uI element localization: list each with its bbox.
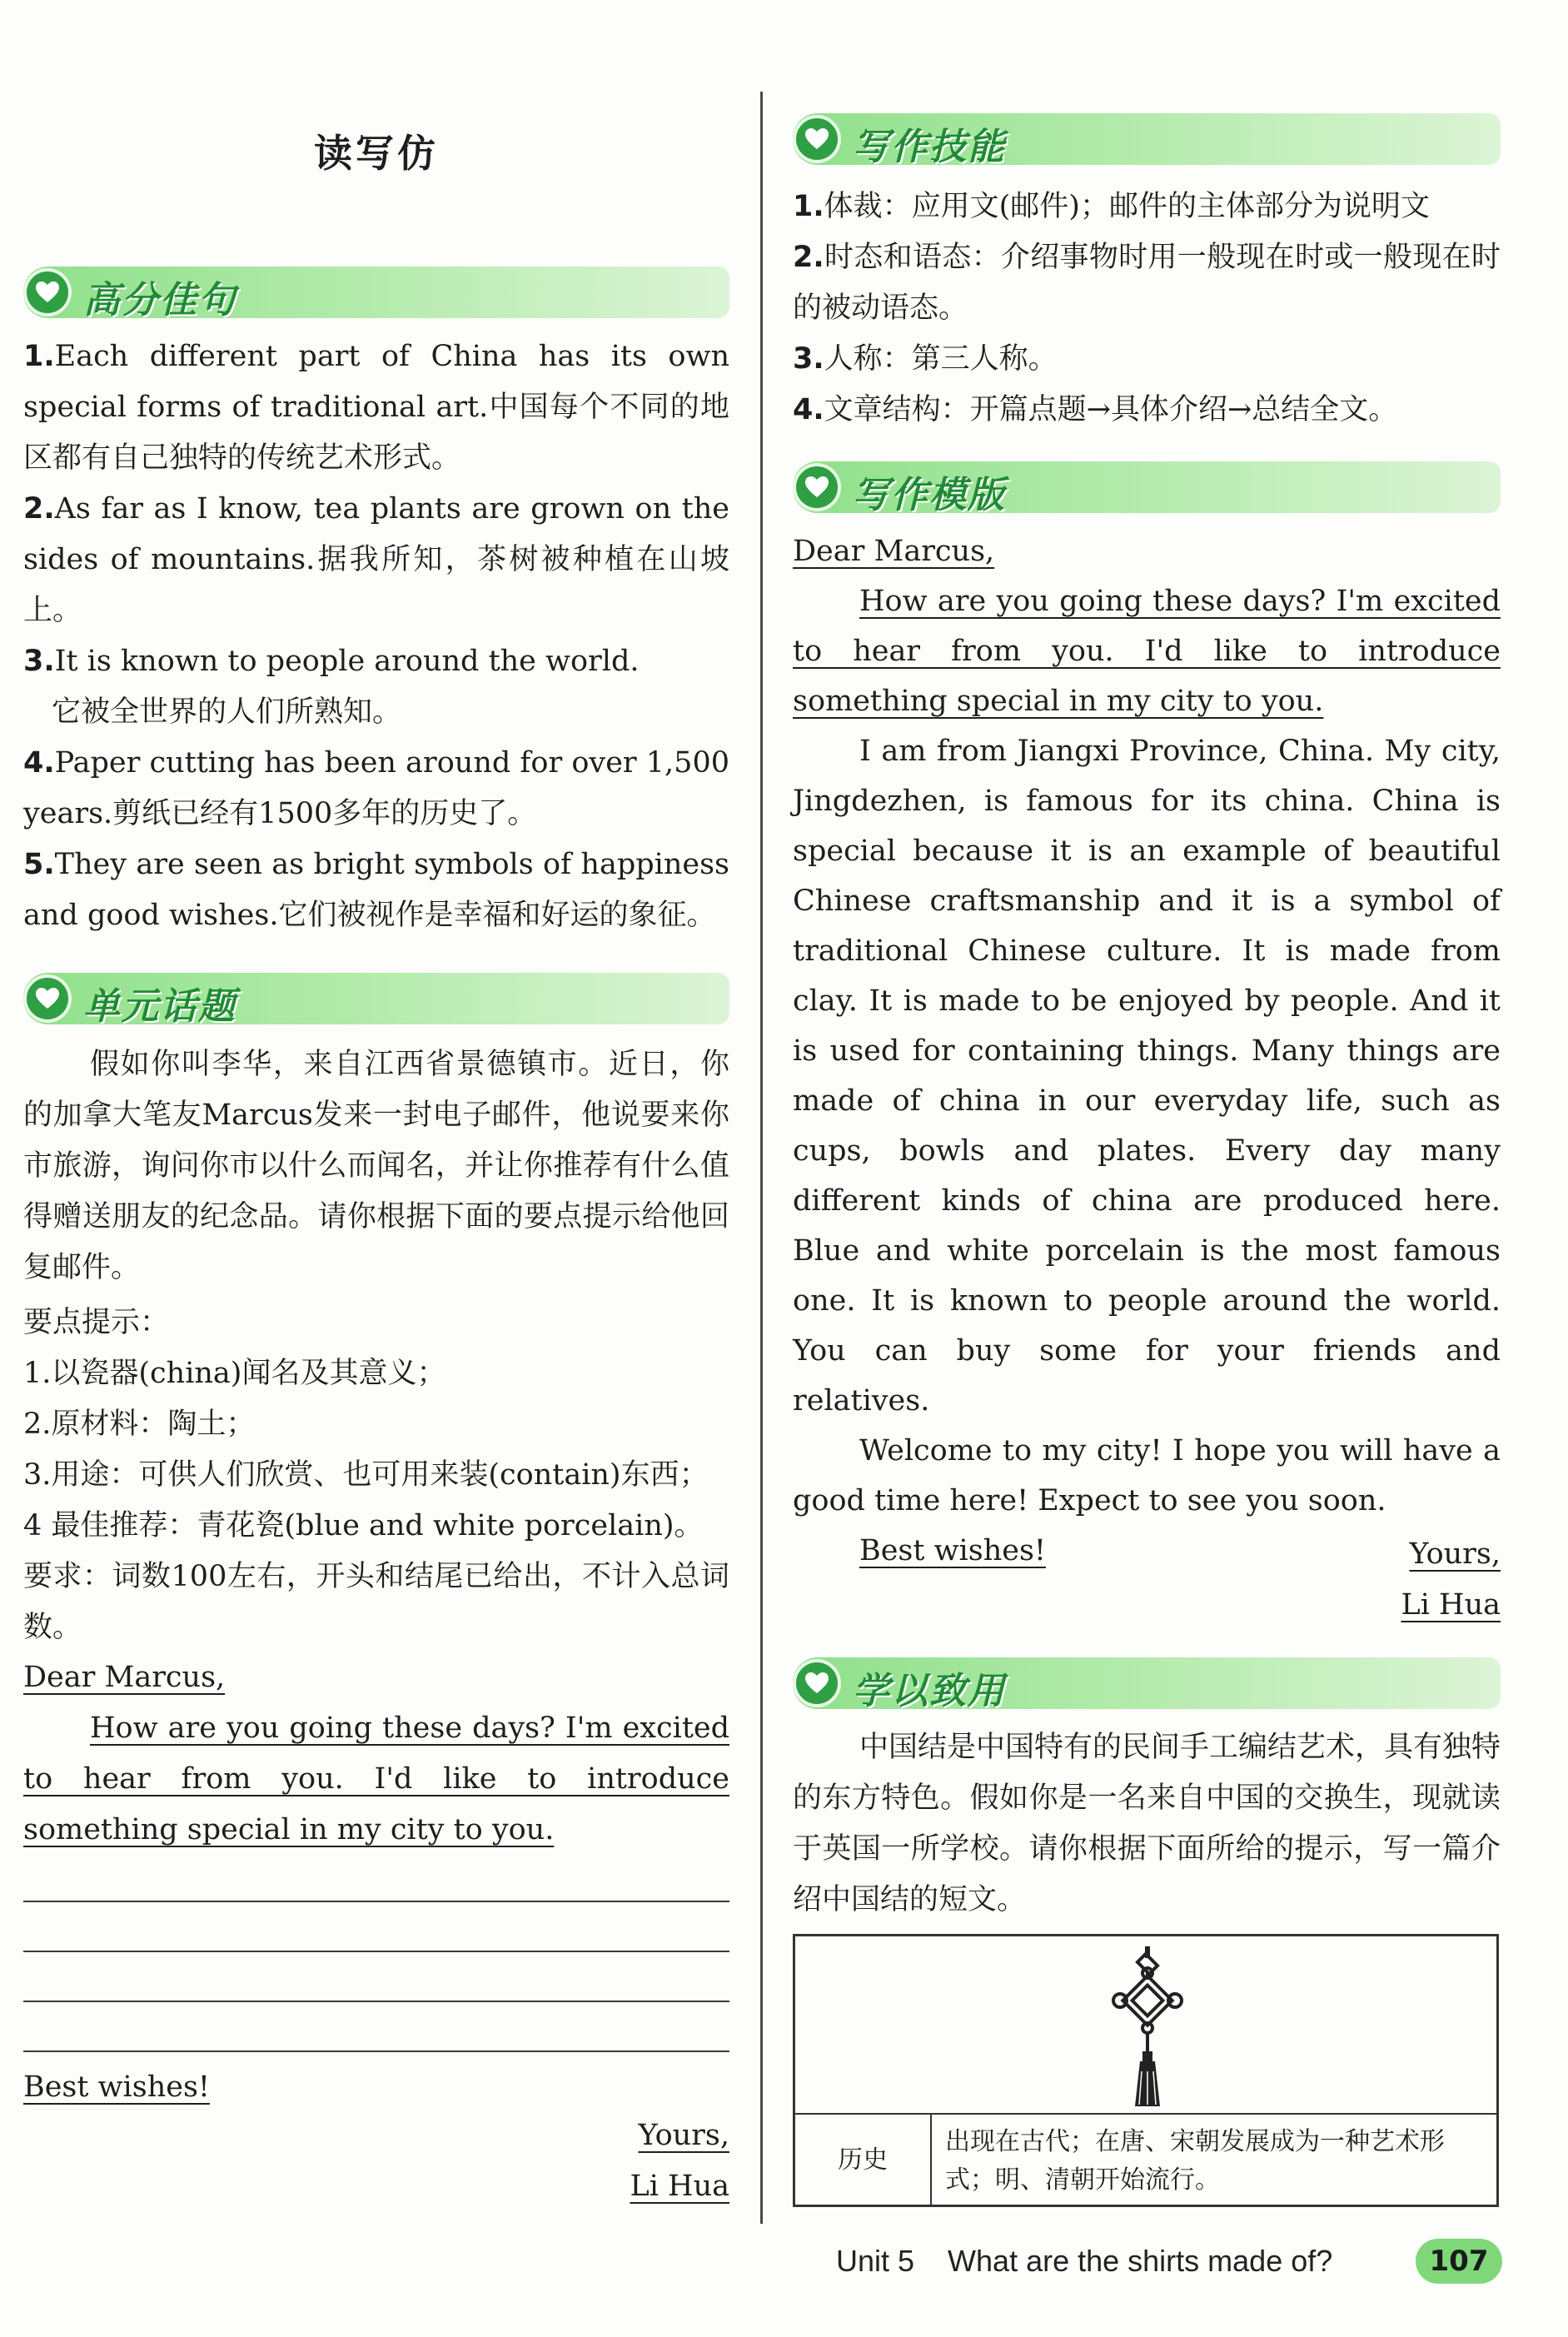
skill-item: [793, 182, 1501, 232]
section-heading-apply: [793, 1657, 1501, 1712]
item-number: 2.: [793, 241, 824, 274]
hint-title: 要点提示：: [23, 1306, 170, 1339]
heart-icon: [23, 268, 72, 316]
writing-line[interactable]: [23, 2050, 729, 2052]
sentence-item: [23, 738, 729, 840]
closing-text: Best wishes!: [23, 2070, 210, 2104]
writing-line[interactable]: [23, 2001, 729, 2002]
heart-icon: [793, 1659, 841, 1707]
hint-item: 1.以瓷器(china)闻名及其意义；: [23, 1357, 446, 1390]
heart-icon: [793, 463, 841, 511]
hint-item: 4 最佳推荐：青花瓷(blue and white porcelain)。: [23, 1509, 704, 1542]
sentence-item: [23, 840, 729, 941]
opening-paragraph: How are you going these days? I'm excited to hear from you. I'd like to introduce something special in my city to you.: [23, 1712, 729, 1846]
ending-paragraph: Welcome to my city! I hope you will have a good time here! Expect to see you soon.: [793, 1434, 1501, 1517]
letter-start: [23, 1652, 729, 1856]
item-text: Paper cutting has been around for over 1,500 years.剪纸已经有1500多年的历史了。: [23, 746, 729, 830]
skill-item: [793, 334, 1501, 385]
section-heading-label: 写作技能: [853, 126, 1006, 168]
signer-name: Li Hua: [630, 2170, 729, 2203]
opening-paragraph: How are you going these days? I'm excited to hear from you. I'd like to introduce something special in my city to you.: [793, 585, 1501, 718]
apply-intro: 中国结是中国特有的民间手工编结艺术，具有独特的东方特色。假如你是一名来自中国的交换生，现就读于英国一所学校。请你根据下面所给的提示，写一篇介绍中国结的短文。: [793, 1731, 1501, 1916]
item-text: 体裁：应用文(邮件)；邮件的主体部分为说明文: [824, 190, 1430, 223]
greeting: Dear Marcus,: [793, 535, 995, 568]
signature-block: [1401, 1529, 1501, 1631]
page-number-badge: 107: [1416, 2239, 1502, 2284]
section-heading-label: 学以致用: [853, 1670, 1006, 1712]
section-heading-label: 写作模版: [853, 474, 1006, 516]
template-letter: [793, 526, 1501, 1576]
item-number: 1.: [23, 340, 55, 373]
section-heading-writing-template: [793, 461, 1501, 516]
yours-text: Yours,: [1409, 1537, 1501, 1571]
skill-item: [793, 232, 1501, 334]
item-text: Each different part of China has its own special forms of traditional art.中国每个不同的地区都有自己独特的传统艺术形式。: [23, 340, 729, 475]
item-number: 2.: [23, 492, 55, 526]
heart-icon: [23, 974, 72, 1023]
task-intro: 假如你叫李华，来自江西省景德镇市。近日，你的加拿大笔友Marcus发来一封电子邮件，他说要来你市旅游，询问你市以什么而闻名，并让你推荐有什么值得赠送朋友的纪念品。请你根据下面的要点提示给他回复邮件。: [23, 1048, 729, 1284]
item-number: 5.: [23, 848, 55, 881]
item-number: 3.: [23, 645, 55, 678]
item-text: As far as I know, tea plants are grown on the sides of mountains.据我所知，茶树被种植在山坡上。: [23, 492, 729, 627]
closing: [23, 2062, 210, 2113]
yours-text: Yours,: [638, 2119, 729, 2152]
item-number: 3.: [793, 342, 824, 376]
footer-unit: Unit 5: [836, 2244, 915, 2278]
section-heading-writing-skills: [793, 113, 1501, 168]
skill-list: [793, 182, 1501, 436]
item-text: 人称：第三人称。: [824, 342, 1058, 376]
sentence-item: [23, 636, 729, 738]
heart-icon: [793, 115, 841, 163]
item-number: 4.: [793, 393, 824, 426]
body-paragraph: I am from Jiangxi Province, China. My city, Jingdezhen, is famous for its china. China is special because it is an example of beautiful Chinese craftsmanship and it is a symbol of traditional Chinese culture. It is made from clay. It is made to be enjoyed by people. And it is used for containing things. Many things are made of china in our everyday life, such as cups, bowls and plates. Every day many different kinds of china are produced here. Blue and white porcelain is the most famous one. It is known to people around the world. You can buy some for your friends and relatives.: [793, 735, 1501, 1418]
table-value: 出现在古代；在唐、宋朝发展成为一种艺术形式；明、清朝开始流行。: [945, 2127, 1445, 2195]
item-number: 1.: [793, 190, 824, 223]
section-heading-unit-topic: [23, 973, 729, 1028]
item-text-translation: 它被全世界的人们所熟知。: [52, 695, 402, 729]
chinese-knot-icon: [1112, 1946, 1183, 2110]
chinese-knot-table: [793, 1934, 1499, 2207]
signature-block: [630, 2110, 730, 2212]
page-footer: [836, 2244, 1332, 2279]
item-number: 4.: [23, 746, 55, 780]
sentence-list: [23, 331, 729, 941]
closing-text: Best wishes!: [859, 1534, 1046, 1567]
table-row: [795, 2113, 1496, 2206]
section-heading-label: 高分佳句: [83, 279, 236, 321]
greeting: Dear Marcus,: [23, 1661, 226, 1694]
skill-item: [793, 385, 1501, 436]
item-text: They are seen as bright symbols of happiness and good wishes.它们被视作是幸福和好运的象征。: [23, 848, 729, 932]
writing-line[interactable]: [23, 1901, 729, 1902]
signer-name: Li Hua: [1401, 1588, 1501, 1622]
table-key: 历史: [795, 2115, 932, 2206]
page-title: 读写仿: [314, 131, 439, 176]
hint-item: 3.用途：可供人们欣赏、也可用来装(contain)东西；: [23, 1458, 709, 1492]
requirement: 要求：词数100左右，开头和结尾已给出，不计入总词数。: [23, 1560, 729, 1644]
hint-list: [23, 1298, 729, 1653]
sentence-item: [23, 331, 729, 484]
item-text: It is known to people around the world.: [54, 645, 640, 678]
footer-title: What are the shirts made of?: [948, 2244, 1333, 2278]
writing-line[interactable]: [23, 1951, 729, 1952]
section-heading-high-score-sentences: [23, 267, 729, 321]
sentence-item: [23, 484, 729, 636]
hint-item: 2.原材料：陶土；: [23, 1408, 256, 1441]
item-text: 文章结构：开篇点题→具体介绍→总结全文。: [824, 393, 1398, 426]
column-divider: [760, 92, 763, 2224]
section-heading-label: 单元话题: [83, 985, 236, 1028]
item-text: 时态和语态：介绍事物时用一般现在时或一般现在时的被动语态。: [793, 241, 1501, 325]
